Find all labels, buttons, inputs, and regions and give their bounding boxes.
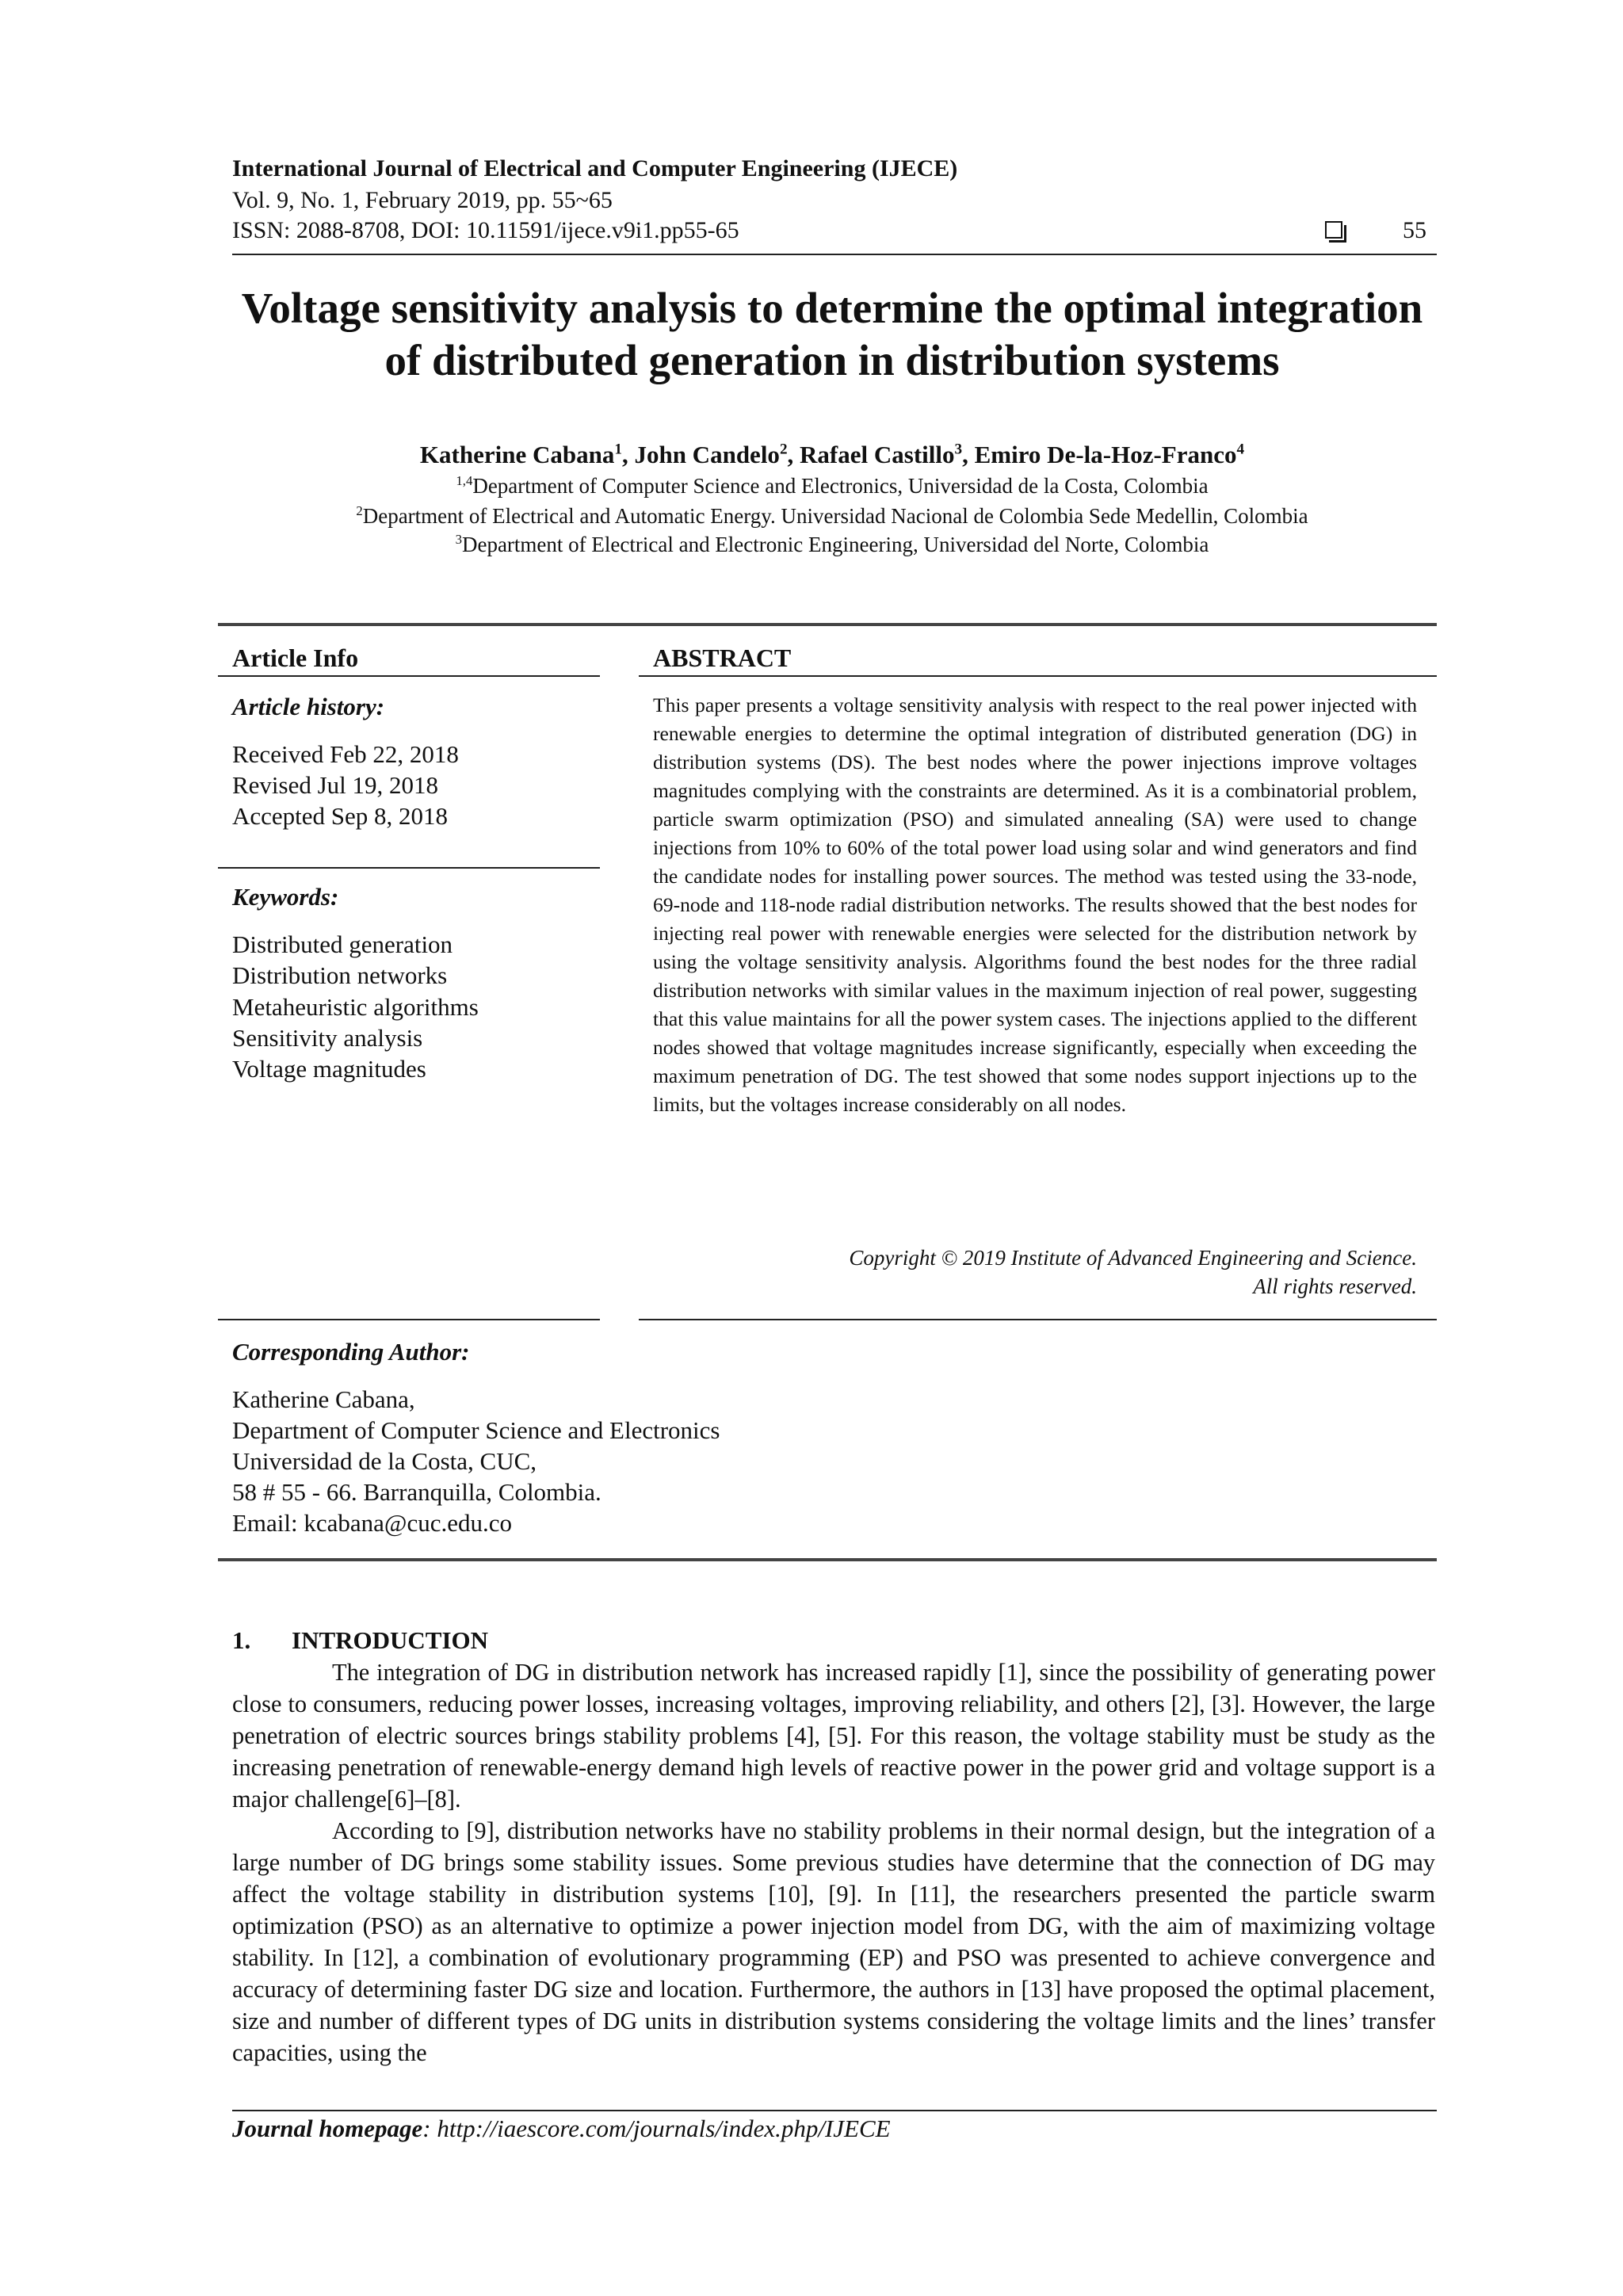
section-title: INTRODUCTION <box>292 1626 489 1654</box>
affiliation-text: Department of Electrical and Automatic Energy. Universidad Nacional de Colombia Sede Medellin, Colombia <box>362 504 1308 528</box>
abstract-rule <box>639 675 1437 677</box>
revised-date: Revised Jul 19, 2018 <box>232 771 439 799</box>
accepted-date: Accepted Sep 8, 2018 <box>232 802 449 830</box>
header-divider <box>232 254 1437 255</box>
abstract-bottom-rule <box>639 1319 1437 1320</box>
corresponding-author-univ: Universidad de la Costa, CUC, <box>232 1447 537 1475</box>
author-sup: 1 <box>614 441 622 458</box>
author-list <box>190 441 1474 469</box>
intro-paragraph: The integration of DG in distribution network has increased rapidly [1], since the possibility of generating power close to consumers, reducing power losses, increasing voltages, improving reliability, and others [2], [3]. However, the large penetration of electric sources brings stability problems [4], [5]. For this reason, the voltage stability must be study as the increasing penetration of renewable-energy demand high levels of reactive power in the power grid and voltage support is a major challenge[6]–[8]. <box>232 1659 1435 1813</box>
journal-issn: ISSN: 2088-8708, DOI: 10.11591/ijece.v9i1.pp55-65 <box>232 217 739 243</box>
keywords-rule <box>218 1319 600 1320</box>
author-sup: 2 <box>779 441 788 458</box>
page-box-icon <box>1325 221 1342 239</box>
corresponding-author-name: Katherine Cabana, <box>232 1385 415 1413</box>
affiliation <box>190 533 1474 557</box>
affiliation-text: Department of Computer Science and Electronics, Universidad de la Costa, Colombia <box>472 474 1209 498</box>
affiliation-sup: 1,4 <box>456 473 473 488</box>
affiliation <box>190 504 1474 529</box>
abstract-text: This paper presents a voltage sensitivity analysis with respect to the real power injected with renewable energies to determine the optimal integration of distributed generation (DG) in distribution systems (DS). The best nodes where the power injections improve voltages magnitudes complying with the constraints are determined. As it is a combinatorial problem, particle swarm optimization (PSO) and simulated annealing (SA) were used to change injections from 10% to 60% of the total power load using solar and wind generators and find the candidate nodes for installing power sources. The method was tested using the 33-node, 69-node and 118-node radial distribution networks. The results showed that the best nodes for injecting real power with renewable energies were selected for the distribution network by using the voltage sensitivity analysis. Algorithms found the best nodes for the three radial distribution networks with similar values in the maximum injection of real power, suggesting that this value maintains for all the power system cases. The injections applied to the different nodes showed that voltage magnitudes increase significantly, especially when exceeding the maximum penetration of DG. The test showed that some nodes support injections up to the limits, but the voltages increase considerably on all nodes. <box>653 693 1417 1116</box>
homepage-url[interactable]: : http://iaescore.com/journals/index.php/IJECE <box>422 2115 891 2142</box>
received-date: Received Feb 22, 2018 <box>232 740 459 768</box>
affiliation-text: Department of Electrical and Electronic Engineering, Universidad del Norte, Colombia <box>461 533 1209 556</box>
author-name: , Emiro De-la-Hoz-Franco <box>962 441 1237 468</box>
section-heading <box>232 1626 488 1655</box>
history-rule <box>218 867 600 869</box>
keyword: Voltage magnitudes <box>232 1055 426 1083</box>
rights-line: All rights reserved. <box>1253 1274 1417 1298</box>
corresponding-author-heading: Corresponding Author: <box>232 1338 470 1366</box>
journal-name: International Journal of Electrical and Computer Engineering (IJECE) <box>232 155 958 181</box>
footer-divider <box>232 2110 1437 2111</box>
author-sup: 3 <box>954 441 963 458</box>
section-number: 1. <box>232 1626 251 1654</box>
affiliation-sup: 3 <box>455 532 462 547</box>
article-info-rule <box>218 675 600 677</box>
author-name: , Rafael Castillo <box>787 441 955 468</box>
copyright-line: Copyright © 2019 Institute of Advanced Engineering and Science. <box>849 1246 1417 1270</box>
abstract-heading: ABSTRACT <box>653 644 792 672</box>
journal-volume: Vol. 9, No. 1, February 2019, pp. 55~65 <box>232 187 613 213</box>
author-sup: 4 <box>1236 441 1245 458</box>
keyword: Distribution networks <box>232 961 448 989</box>
affiliation <box>190 474 1474 499</box>
keyword: Sensitivity analysis <box>232 1024 423 1052</box>
paper-title <box>190 282 1474 387</box>
keyword: Distributed generation <box>232 930 453 958</box>
info-box-bottom-rule <box>218 1558 1437 1561</box>
author-name: Katherine Cabana <box>419 441 615 468</box>
info-box-top-rule <box>218 623 1437 626</box>
article-history-heading: Article history: <box>232 693 385 720</box>
corresponding-author-dept: Department of Computer Science and Electronics <box>232 1416 720 1444</box>
affiliation-sup: 2 <box>356 503 363 518</box>
homepage-label: Journal homepage <box>232 2115 423 2142</box>
intro-paragraph: According to [9], distribution networks have no stability problems in their normal design, but the integration of a large number of DG brings some stability issues. Some previous studies have determine that the connection of DG may affect the voltage stability in distribution systems [10], [9]. In [11], the researchers presented the particle swarm optimization (PSO) as an alternative to optimize a power injection model from DG, with the aim of maximizing voltage stability. In [12], a combination of evolutionary programming (EP) and PSO was presented to achieve convergence and accuracy of determining faster DG size and location. Furthermore, the authors in [13] have proposed the optimal placement, size and number of different types of DG units in distribution systems considering the voltage limits and the lines’ transfer capacities, using the <box>232 1817 1435 2066</box>
title-line-1: Voltage sensitivity analysis to determine the optimal integration <box>241 284 1423 332</box>
corresponding-author-address: 58 # 55 - 66. Barranquilla, Colombia. <box>232 1478 601 1506</box>
author-name: , John Candelo <box>621 441 780 468</box>
title-line-2: of distributed generation in distribution systems <box>384 336 1280 384</box>
corresponding-author-email: Email: kcabana@cuc.edu.co <box>232 1509 513 1537</box>
keywords-heading: Keywords: <box>232 883 339 911</box>
page-number: 55 <box>1403 217 1426 243</box>
article-info-heading: Article Info <box>232 644 359 672</box>
keyword: Metaheuristic algorithms <box>232 993 479 1021</box>
journal-homepage <box>232 2115 891 2143</box>
